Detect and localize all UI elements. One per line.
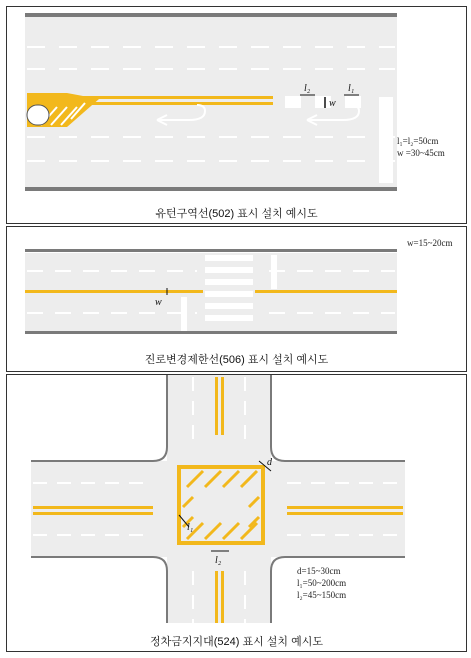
no-stopping-panel [6,374,467,652]
uturn-dash-blocks [285,96,361,108]
uturn-zone-panel [6,6,467,224]
note-line: l₁=50~200cm [297,578,347,588]
uturn-notes [397,135,445,159]
label-w: w [329,98,336,109]
center-line-lower [67,102,273,105]
restriction-line-right [255,290,397,293]
note-line: w=15~20cm [407,238,453,248]
label-l1: l₁ [348,83,355,94]
note-line: l₁=l₂=50cm [397,136,439,146]
stop-line-right [271,255,277,289]
label-l1: l₁ [187,522,194,533]
center-line-upper [67,96,273,99]
label-l2: l₂ [215,555,222,566]
lane-change-notes [407,237,452,249]
road-edge-top [25,13,397,17]
median-island [27,105,49,125]
note-line: l₂=45~150cm [297,590,347,600]
no-stopping-diagram [7,375,467,652]
label-l2: l₂ [304,83,311,94]
label-d: d [267,457,272,468]
curb-top-left [31,375,167,461]
road-edge-top [25,249,397,252]
stop-line-left [181,297,187,331]
label-w: w [155,297,162,308]
curb-top-right [271,375,405,461]
stop-line [379,97,393,183]
no-stopping-notes [297,565,346,601]
uturn-caption: 유턴구역선(502) 표시 설치 예시도 [155,208,318,220]
lane-change-panel [6,226,467,372]
curb-bottom-left [31,557,167,623]
uturn-zone-diagram [7,7,467,224]
note-line: w =30~45cm [397,148,445,158]
road-edge-bottom [25,331,397,334]
restriction-line-left [25,290,203,293]
lane-change-caption: 진로변경제한선(506) 표시 설치 예시도 [144,354,329,366]
no-stopping-caption: 정차금지지대(524) 표시 설치 예시도 [150,636,323,648]
road-edge-bottom [25,187,397,191]
note-line: d=15~30cm [297,566,341,576]
